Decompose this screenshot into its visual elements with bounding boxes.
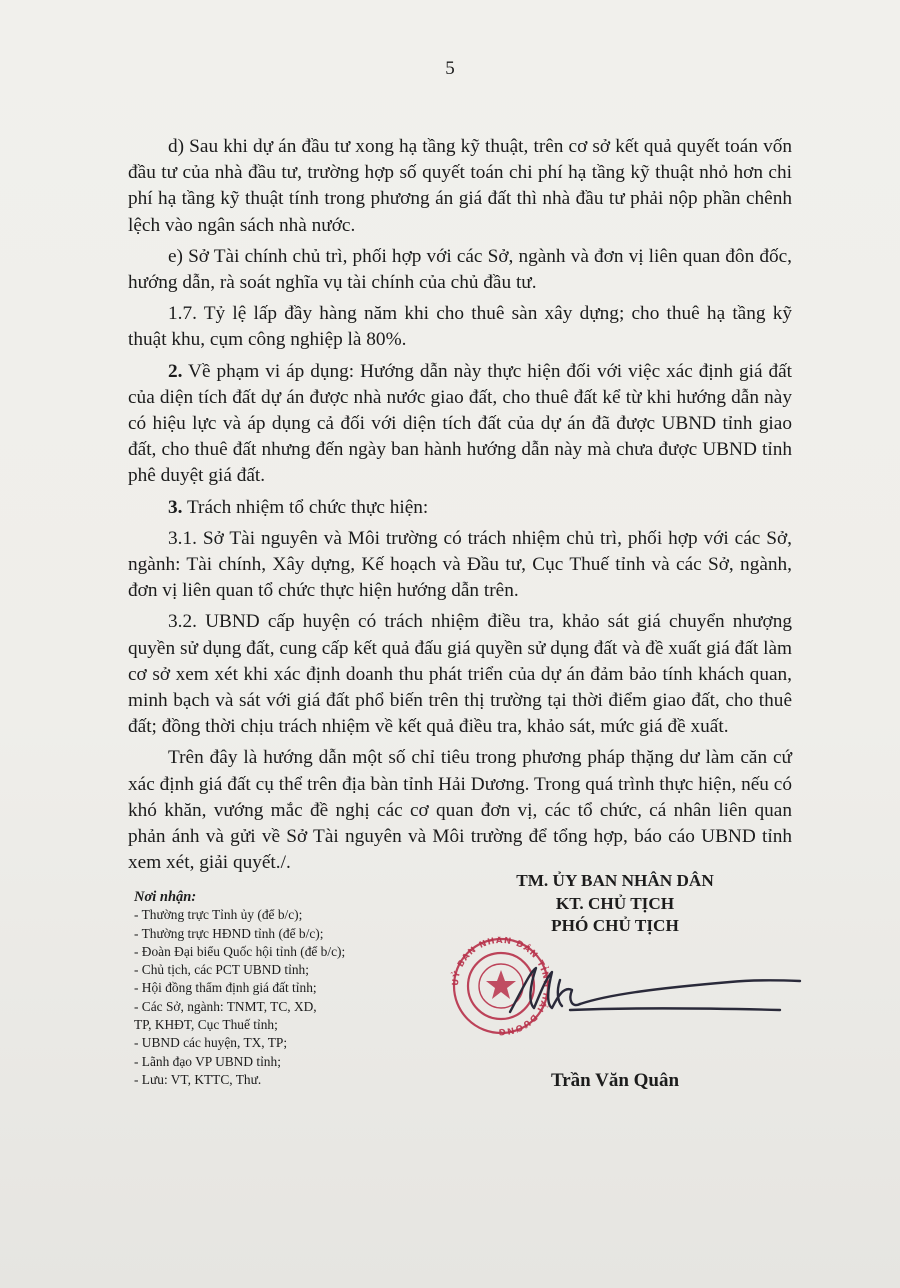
svg-text:UỶ BAN NHÂN DÂN TỈNH HẢI DƯƠNG: UỶ BAN NHÂN DÂN TỈNH HẢI DƯƠNG [450, 936, 552, 1036]
recipient-item: - Lưu: VT, KTTC, Thư. [134, 1071, 262, 1087]
signature-title-block [470, 870, 760, 938]
paragraph-3-2: 3.2. UBND cấp huyện có trách nhiệm điều tra, khảo sát giá chuyển nhượng quyền sử dụng đất, cung cấp kết quả đấu giá quyền sử dụng đất và đề xuất giá đất làm cơ sở xem xét khi xác định doanh thu phát triển của dự án đảm bảo tính khách quan, minh bạch và sát với giá đất phổ biến trên thị trường tại thời điểm giao đất, cho thuê đất; đồng thời chịu trách nhiệm về kết quả điều tra, khảo sát, mức giá đề xuất. [128, 611, 792, 738]
recipient-item: - Lãnh đạo VP UBND tỉnh; [134, 1053, 281, 1069]
paragraph-3 [128, 495, 792, 521]
paragraph-2 [128, 359, 792, 490]
recipient-item: - Đoàn Đại biểu Quốc hội tỉnh (để b/c); [134, 943, 346, 959]
paragraph-closing: Trên đây là hướng dẫn một số chỉ tiêu trong phương pháp thặng dư làm căn cứ xác định giá đất cụ thể trên địa bàn tỉnh Hải Dương. Trong quá trình thực hiện, nếu có khó khăn, vướng mắc đề nghị các cơ quan đơn vị, các tổ chức, cá nhân liên quan phản ánh và gửi về Sở Tài nguyên và Môi trường để tổng hợp, báo cáo UBND tỉnh xem xét, giải quyết./. [128, 747, 792, 874]
signature-line-1: TM. ỦY BAN NHÂN DÂN [516, 871, 714, 890]
section-number-3: 3. [168, 496, 183, 518]
signature-icon [500, 950, 810, 1030]
paragraph-2-text: Về phạm vi áp dụng: Hướng dẫn này thực hiện đối với việc xác định giá đất của diện tích đất dự án được nhà nước giao đất, cho thuê đất kể từ khi hướng dẫn này có hiệu lực và áp dụng cả đối với diện tích đất của dự án đã được UBND tỉnh giao đất, cho thuê đất nhưng đến ngày ban hành hướng dẫn này mà chưa được UBND tỉnh phê duyệt giá đất. [128, 360, 792, 487]
recipient-item: - Các Sở, ngành: TNMT, TC, XD, [134, 998, 317, 1014]
recipient-item: TP, KHĐT, Cục Thuế tỉnh; [134, 1017, 278, 1033]
recipient-item: - Hội đồng thẩm định giá đất tỉnh; [134, 980, 317, 996]
recipient-item: - Chủ tịch, các PCT UBND tỉnh; [134, 962, 309, 978]
signature-line-3: PHÓ CHỦ TỊCH [551, 916, 679, 935]
recipients-title: Nơi nhận: [134, 889, 197, 905]
signer-name: Trần Văn Quân [550, 1070, 680, 1091]
section-number-2: 2. [168, 360, 183, 382]
recipient-item: - Thường trực HĐND tỉnh (để b/c); [134, 925, 324, 941]
paragraph-d: d) Sau khi dự án đầu tư xong hạ tầng kỹ thuật, trên cơ sở kết quả quyết toán vốn đầu tư của nhà đầu tư, trường hợp số quyết toán chi phí hạ tầng kỹ thuật nhỏ hơn chi phí hạ tầng kỹ thuật tính trong phương án giá đất thì nhà đầu tư phải nộp phần chênh lệch vào ngân sách nhà nước. [128, 136, 792, 236]
paragraph-3-1: 3.1. Sở Tài nguyên và Môi trường có trách nhiệm chủ trì, phối hợp với các Sở, ngành: Tài chính, Xây dựng, Kế hoạch và Đầu tư, Cục Thuế tỉnh và các Sở, ngành, đơn vị liên quan tổ chức thực hiện hướng dẫn trên. [128, 527, 792, 602]
signature-line-2: KT. CHỦ TỊCH [555, 893, 675, 913]
paragraph-1-7: 1.7. Tỷ lệ lấp đầy hàng năm khi cho thuê sàn xây dựng; cho thuê hạ tầng kỹ thuật khu, cụm công nghiệp là 80%. [128, 303, 792, 351]
paragraph-3-text: Trách nhiệm tổ chức thực hiện: [182, 496, 429, 518]
document-body [128, 134, 792, 881]
recipient-item: - UBND các huyện, TX, TP; [134, 1035, 288, 1051]
recipients-list [134, 888, 434, 1089]
recipient-item: - Thường trực Tỉnh ủy (để b/c); [134, 907, 303, 923]
page-number: 5 [445, 58, 455, 79]
paragraph-e: e) Sở Tài chính chủ trì, phối hợp với các Sở, ngành và đơn vị liên quan đôn đốc, hướng dẫn, rà soát nghĩa vụ tài chính của chủ đầu tư. [128, 245, 792, 294]
